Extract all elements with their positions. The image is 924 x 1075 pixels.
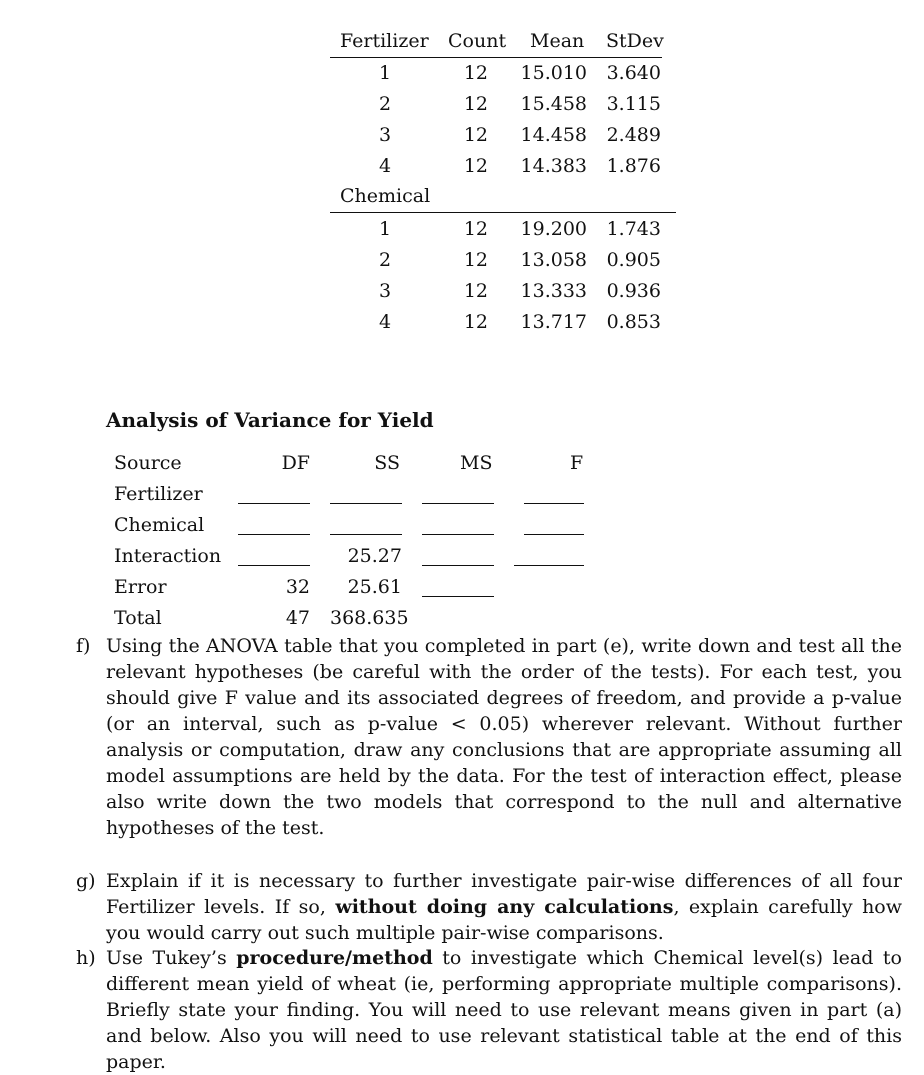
anova-blank-f[interactable] bbox=[524, 534, 584, 535]
anova-ss-value: 25.27 bbox=[347, 545, 402, 567]
row-mean: 13.717 bbox=[520, 311, 587, 333]
chemical-rule bbox=[330, 212, 676, 213]
row-level: 3 bbox=[378, 124, 392, 146]
anova-blank-df[interactable] bbox=[238, 503, 310, 504]
anova-source: Chemical bbox=[114, 514, 205, 536]
row-stdev: 1.876 bbox=[606, 155, 661, 177]
anova-header-source: Source bbox=[114, 452, 182, 474]
anova-title: Analysis of Variance for Yield bbox=[106, 408, 434, 432]
header-mean: Mean bbox=[530, 30, 585, 52]
row-stdev: 2.489 bbox=[606, 124, 661, 146]
anova-blank-df[interactable] bbox=[238, 565, 310, 566]
row-level: 4 bbox=[378, 311, 392, 333]
row-stdev: 3.115 bbox=[606, 93, 661, 115]
question-h-label: h) bbox=[76, 947, 96, 969]
question-g-bold: without doing any calculations bbox=[335, 896, 674, 918]
row-level: 2 bbox=[378, 93, 392, 115]
row-count: 12 bbox=[463, 155, 488, 177]
question-g-text: Explain if it is necessary to further investigate pair-wise differences of all four Fertilizer levels. If so, without doing any calculations, explain carefully how you would carry out such multiple pair-wise comparisons. bbox=[106, 870, 903, 944]
anova-source: Fertilizer bbox=[114, 483, 203, 505]
question-f-label: f) bbox=[76, 635, 91, 657]
row-level: 1 bbox=[378, 62, 392, 84]
anova-ss-value: 25.61 bbox=[347, 576, 402, 598]
row-stdev: 0.853 bbox=[606, 311, 661, 333]
row-count: 12 bbox=[463, 280, 488, 302]
row-count: 12 bbox=[463, 93, 488, 115]
anova-ss-value: 368.635 bbox=[330, 607, 409, 629]
question-g-label: g) bbox=[76, 870, 96, 892]
anova-header-ss: SS bbox=[374, 452, 400, 474]
row-stdev: 3.640 bbox=[606, 62, 661, 84]
anova-blank-ss[interactable] bbox=[330, 534, 402, 535]
row-level: 2 bbox=[378, 249, 392, 271]
row-mean: 14.458 bbox=[520, 124, 587, 146]
header-rule bbox=[330, 57, 662, 58]
row-count: 12 bbox=[463, 311, 488, 333]
question-f-text: Using the ANOVA table that you completed in part (e), write down and test all the relevant hypotheses (be careful with the order of the tests). For each test, you should give F value and its associated degrees of freedom, and provide a p-value (or an interval, such as p-value < 0.05) wherever relevant. Without further analysis or computation, draw any conclusions that are appropriate assuming all model assumptions are held by the data. For the test of interaction effect, please also write down the two models that correspond to the null and alternative hypotheses of the test. bbox=[106, 635, 902, 839]
anova-blank-f[interactable] bbox=[524, 503, 584, 504]
row-stdev: 0.905 bbox=[606, 249, 661, 271]
anova-header-df: DF bbox=[281, 452, 310, 474]
row-mean: 13.058 bbox=[520, 249, 587, 271]
row-level: 4 bbox=[378, 155, 392, 177]
anova-blank-ms[interactable] bbox=[422, 534, 494, 535]
anova-blank-ms[interactable] bbox=[422, 565, 494, 566]
row-mean: 14.383 bbox=[520, 155, 587, 177]
row-level: 3 bbox=[378, 280, 392, 302]
row-count: 12 bbox=[463, 62, 488, 84]
row-mean: 15.458 bbox=[520, 93, 587, 115]
anova-header-f: F bbox=[570, 452, 584, 474]
anova-source: Total bbox=[114, 607, 162, 629]
header-count: Count bbox=[448, 30, 507, 52]
anova-source: Interaction bbox=[114, 545, 222, 567]
anova-df-value: 47 bbox=[285, 607, 310, 629]
anova-blank-ms[interactable] bbox=[422, 503, 494, 504]
row-level: 1 bbox=[378, 218, 392, 240]
question-h-text: Use Tukey’s procedure/method to investigate which Chemical level(s) lead to different mean yield of wheat (ie, performing appropriate multiple comparisons). Briefly state your finding. You will need to use relevant means given in part (a) and below. Also you will need to use relevant statistical table at the end of this paper. bbox=[106, 947, 902, 1073]
row-mean: 19.200 bbox=[520, 218, 587, 240]
header-stdev: StDev bbox=[606, 30, 664, 52]
anova-blank-ss[interactable] bbox=[330, 503, 402, 504]
question-h-bold: procedure/method bbox=[236, 947, 433, 969]
anova-blank-f[interactable] bbox=[514, 565, 584, 566]
row-mean: 15.010 bbox=[520, 62, 587, 84]
anova-blank-df[interactable] bbox=[238, 534, 310, 535]
row-stdev: 0.936 bbox=[606, 280, 661, 302]
anova-header-ms: MS bbox=[460, 452, 493, 474]
chemical-label: Chemical bbox=[340, 185, 431, 207]
row-count: 12 bbox=[463, 249, 488, 271]
row-count: 12 bbox=[463, 218, 488, 240]
row-count: 12 bbox=[463, 124, 488, 146]
anova-df-value: 32 bbox=[285, 576, 310, 598]
anova-source: Error bbox=[114, 576, 167, 598]
row-mean: 13.333 bbox=[520, 280, 587, 302]
header-fertilizer: Fertilizer bbox=[340, 30, 429, 52]
row-stdev: 1.743 bbox=[606, 218, 661, 240]
anova-blank-ms[interactable] bbox=[422, 596, 494, 597]
